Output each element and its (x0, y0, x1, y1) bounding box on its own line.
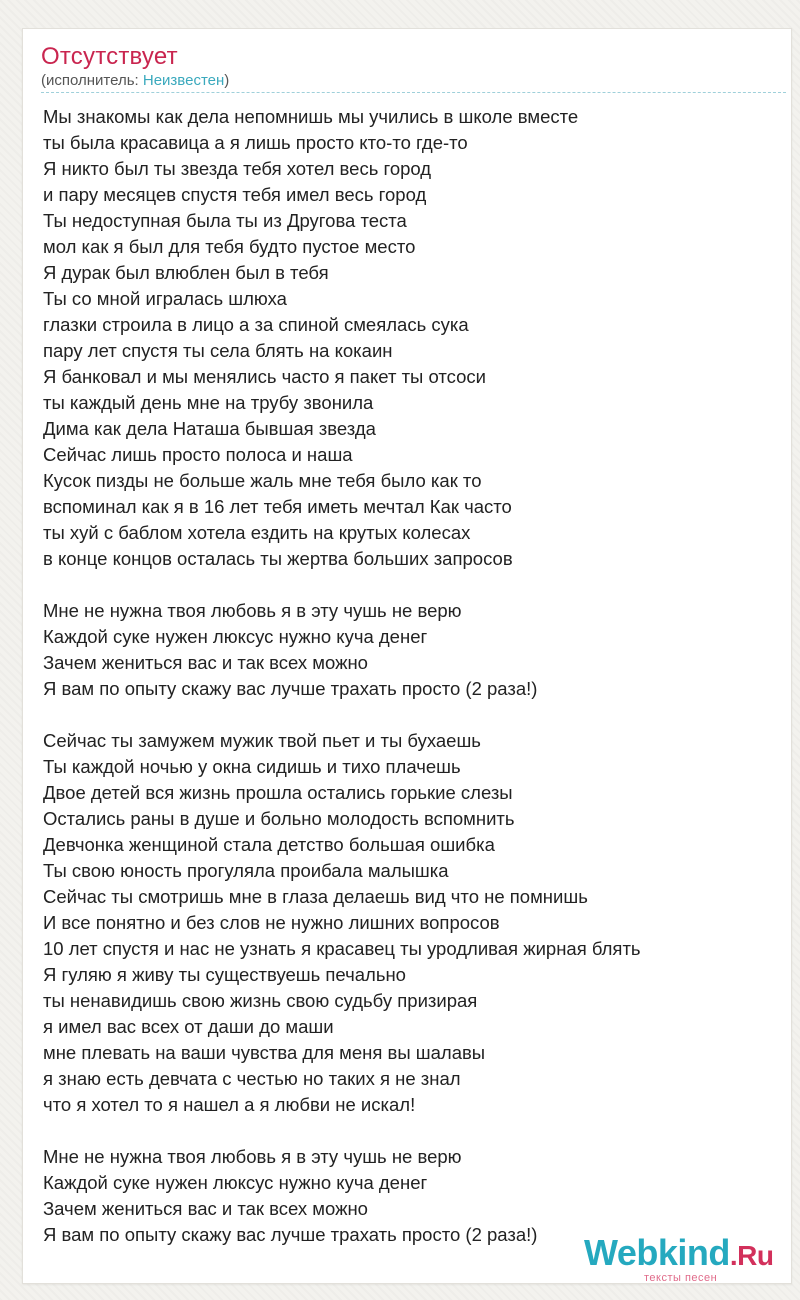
lyrics-line: и пару месяцев спустя тебя имел весь город (43, 184, 427, 205)
lyrics-line: ты была красавица а я лишь просто кто-то где-то (43, 132, 468, 153)
lyrics-line: Зачем жениться вас и так всех можно (43, 652, 368, 673)
lyrics-line: Мне не нужна твоя любовь я в эту чушь не верю (43, 600, 462, 621)
lyrics-line: глазки строила в лицо а за спиной смеялась сука (43, 314, 469, 335)
logo-brand: Webkind (584, 1232, 730, 1273)
lyrics-line: Зачем жениться вас и так всех можно (43, 1198, 368, 1219)
lyrics-line: Сейчас лишь просто полоса и наша (43, 444, 353, 465)
lyrics-line: что я хотел то я нашел а я любви не искал! (43, 1094, 416, 1115)
logo-tagline: тексты песен (644, 1272, 718, 1284)
lyrics-text (43, 104, 783, 1248)
lyrics-line: я имел вас всех от даши до маши (43, 1016, 334, 1037)
site-logo[interactable] (584, 1232, 784, 1282)
logo-wordmark (584, 1232, 773, 1274)
lyrics-blank-line (43, 1118, 783, 1144)
lyrics-line: Ты каждой ночью у окна сидишь и тихо плачешь (43, 756, 461, 777)
lyrics-line: Ты недоступная была ты из Другова теста (43, 210, 407, 231)
lyrics-line: Я никто был ты звезда тебя хотел весь город (43, 158, 432, 179)
lyrics-blank-line (43, 572, 783, 598)
lyrics-line: И все понятно и без слов не нужно лишних вопросов (43, 912, 500, 933)
lyrics-line: ты каждый день мне на трубу звонила (43, 392, 374, 413)
lyrics-line: пару лет спустя ты села блять на кокаин (43, 340, 393, 361)
lyrics-line: Мы знакомы как дела непомнишь мы учились в школе вместе (43, 106, 579, 127)
header-divider (41, 92, 786, 93)
lyrics-line: Остались раны в душе и больно молодость вспомнить (43, 808, 515, 829)
lyrics-line: в конце концов осталась ты жертва больших запросов (43, 548, 513, 569)
artist-suffix: ) (224, 72, 230, 89)
lyrics-line: Девчонка женщиной стала детство большая ошибка (43, 834, 495, 855)
lyrics-line: Двое детей вся жизнь прошла остались горькие слезы (43, 782, 513, 803)
lyrics-line: 10 лет спустя и нас не узнать я красавец ты уродливая жирная блять (43, 938, 641, 959)
lyrics-line: Я дурак был влюблен был в тебя (43, 262, 329, 283)
lyrics-line: Ты со мной игралась шлюха (43, 288, 287, 309)
lyrics-line: мне плевать на ваши чувства для меня вы шалавы (43, 1042, 486, 1063)
lyrics-line: Сейчас ты смотришь мне в глаза делаешь вид что не помнишь (43, 886, 588, 907)
lyrics-line: Сейчас ты замужем мужик твой пьет и ты бухаешь (43, 730, 481, 751)
logo-tld: .Ru (729, 1240, 774, 1271)
lyrics-line: Мне не нужна твоя любовь я в эту чушь не верю (43, 1146, 462, 1167)
lyrics-line: Каждой суке нужен люксус нужно куча денег (43, 1172, 428, 1193)
lyrics-line: мол как я был для тебя будто пустое место (43, 236, 416, 257)
lyrics-line: ты хуй с баблом хотела ездить на крутых колесах (43, 522, 471, 543)
lyrics-line: Кусок пизды не больше жаль мне тебя было как то (43, 470, 482, 491)
lyrics-line: я знаю есть девчата с честью но таких я не знал (43, 1068, 461, 1089)
song-title: Отсутствует (41, 43, 178, 70)
lyrics-line: Я вам по опыту скажу вас лучше трахать просто (2 раза!) (43, 1224, 538, 1245)
lyrics-line: Я гуляю я живу ты существуешь печально (43, 964, 406, 985)
lyrics-line: ты ненавидишь свою жизнь свою судьбу призирая (43, 990, 478, 1011)
lyrics-line: вспоминал как я в 16 лет тебя иметь мечтал Как часто (43, 496, 512, 517)
artist-link[interactable]: Неизвестен (142, 72, 225, 89)
artist-prefix: (исполнитель: (41, 72, 143, 89)
lyrics-blank-line (43, 702, 783, 728)
lyrics-line: Я вам по опыту скажу вас лучше трахать просто (2 раза!) (43, 678, 538, 699)
lyrics-line: Я банковал и мы менялись часто я пакет ты отсоси (43, 366, 486, 387)
lyrics-line: Ты свою юность прогуляла проибала малышка (43, 860, 449, 881)
lyrics-line: Дима как дела Наташа бывшая звезда (43, 418, 376, 439)
artist-line (41, 72, 229, 89)
lyrics-line: Каждой суке нужен люксус нужно куча денег (43, 626, 428, 647)
